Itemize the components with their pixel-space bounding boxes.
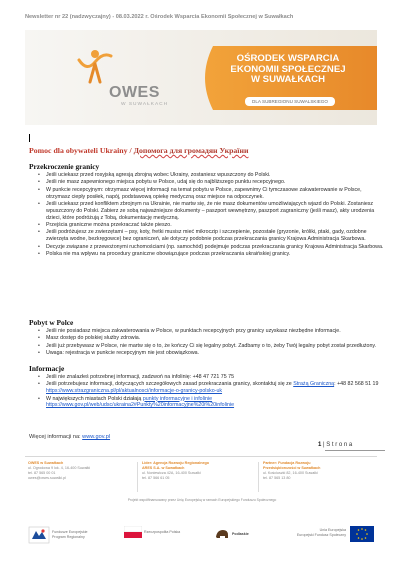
footer-separator: [137, 462, 138, 492]
polish-flag-icon: [124, 526, 142, 538]
list-item: • Przejścia graniczne można przekraczać także pieszo.: [38, 222, 386, 229]
rp-logo: Rzeczpospolita Polska: [124, 526, 142, 538]
section-heading-stay: Pobyt w Polce: [29, 318, 74, 327]
funding-logos: Fundusze Europejskie Program Regionalny Rzeczpospolita Polska Podlaskie Unia Europejska Europejski Fundusz Społeczny: [28, 522, 376, 552]
list-item: • Jeśli już przebywasz w Polsce, nie martw się o to, że kończy Ci się legalny pobyt. Zadbamy o to, żeby Twój legalny pobyt został przedłużony.: [38, 343, 386, 350]
info-points-url[interactable]: https://www.gov.pl/web/udsc/ukraina2#Punkty%20informacyjne%20i%20infolinie: [46, 402, 235, 409]
bison-icon: [214, 526, 230, 542]
info-list: [38, 374, 386, 410]
info-points-link[interactable]: punkty informacyjne i infolinie: [142, 395, 213, 402]
footer-partner: Partner: Fundacja Rozwoju Przedsiębiorczości w Suwałkach ul. Kościuszki 82, 16-400 Suwałki tel. 87 565 13 80: [263, 461, 321, 480]
list-item: • Jeśli nie masz zapewnionego miejsca pobytu w Polsce, udaj się do najbliższego punktu recepcyjnego.: [38, 179, 386, 186]
footer-separator: [258, 462, 259, 492]
more-info: Więcej informacji na: www.gov.pl: [29, 434, 111, 440]
stay-list: [38, 328, 386, 358]
list-item: • W punkcie recepcyjnym: otrzymasz więcej informacji na temat pobytu w Polsce, zapewnimy Ci tymczasowe zakwaterowanie w Polsce, otrzymasz ciepły posiłek, napój, podstawową opiekę medyczną oraz miejsce na odpoczynek.: [38, 187, 386, 201]
list-item: • Jeśli uciekasz przed konfliktem zbrojnym na Ukrainie, nie martw się, że nie masz dokumentów umożliwiających wjazd do Polski. Zostaniesz wpuszczony do Polski. Zabierz ze sobą najważniejsze dokumenty – paszport wewnętrzny, paszport zagraniczny (jeśli masz), akty urodzenia dzieci, które podróżują z Tobą, dokumentację medyczną.: [38, 201, 386, 221]
owes-banner: [25, 30, 377, 125]
crossing-list: [38, 172, 386, 258]
newsletter-header: Newsletter nr 22 (nadzwyczajny) - 08.03.2022 r. Ośrodek Wsparcia Ekonomii Społecznej w Suwałkach: [25, 14, 294, 20]
footer-divider: [25, 456, 377, 457]
banner-title: OŚRODEK WSPARCIA EKONOMII SPOŁECZNEJ W SUWAŁKACH: [230, 53, 346, 86]
list-item: • Jeśli nie posiadasz miejsca zakwaterowania w Polsce, w punktach recepcyjnych przy granicy uzyskasz niezbędne informacje.: [38, 328, 386, 335]
footer-lider: Lider: Agencja Rozwoju Regionalnego ARES S.A. w Suwałkach ul. Noniewicza 42A, 16-400 Suwałki tel. 87 566 61 05: [142, 461, 210, 480]
fe-logo: Fundusze Europejskie Program Regionalny: [28, 526, 50, 544]
list-item: • Uwaga: rejestracja w punkcie recepcyjnym nie jest obowiązkowa.: [38, 350, 386, 357]
gov-link[interactable]: www.gov.pl: [82, 434, 111, 440]
fe-icon: [28, 526, 50, 544]
page-title: Pomoc dla obywateli Ukrainy / Допомога для громадян України: [29, 146, 249, 155]
border-guard-link[interactable]: Strażą Graniczną: [293, 381, 335, 388]
owes-person-icon: [73, 46, 117, 86]
list-item: • Jeśli potrzebujesz informacji, dotyczących szczegółowych zasad przekraczania granicy, skontaktuj się ze Strażą Graniczną: +48 82 568 51 19 https://www.strazgraniczna.pl/pl/aktualnosci/informacje-o-granicy-polsko-uk: [38, 381, 386, 395]
owes-logo-subtext: W SUWAŁKACH: [121, 102, 169, 107]
list-item: • Jeśli nie znalazłeś potrzebnej informacji, zadzwoń na infolinię: +48 47 721 75 75: [38, 374, 386, 381]
eu-flag-icon: [350, 526, 374, 542]
banner-badge: DLA SUBREGIONU SUWALSKIEGO: [245, 97, 335, 106]
text-cursor: [29, 134, 30, 142]
footer-owes: OWES w Suwałkach ul. Ogrodowa 9 lok. 4, 16-400 Suwałki tel. 87 565 00 01 owes@owes.suwalki.pl: [28, 461, 91, 480]
list-item: • Jeśli podróżujesz ze zwierzętami – psy, koty, fretki musisz mieć mikroczip i szczepienie, pozostałe (gryzonie, króliki, ptaki, gady, ozdobne zwierzęta wodne, bezkręgowce) bez ograniczeń, ale dotyczy podobnie podczas przekraczania granicy Krajowa Administracja Skarbowa.: [38, 229, 386, 243]
list-item: • Decyzje związane z przewożonymi ruchomościami (np. samochód) podejmuje podczas przekraczania granicy Krajowa Administracja Skarbowa.: [38, 244, 386, 251]
list-item: • Jeśli uciekasz przed rosyjską agresją zbrojną wobec Ukrainy, zostaniesz wpuszczony do Polski.: [38, 172, 386, 179]
footer-funding-note: Projekt współfinansowany przez Unię Europejską w ramach Europejskiego Funduszu Społecznego: [127, 498, 277, 502]
list-item: • W największych miastach Polski działają punkty informacyjne i infolinie https://www.gov.pl/web/udsc/ukraina2#Punkty%20informacyjne%20i%20infolinie: [38, 396, 386, 410]
list-item: • Polska nie ma wpływu na procedury graniczne obowiązujące podczas przekraczania ukraińskiej granicy.: [38, 251, 386, 258]
podlaskie-logo: Podlaskie: [214, 526, 230, 542]
border-guard-url[interactable]: https://www.strazgraniczna.pl/pl/aktualnosci/informacje-o-granicy-polsko-uk: [46, 388, 223, 395]
owes-logo-text: OWES: [109, 84, 160, 101]
page-number: 1 | S t r o n a: [318, 442, 353, 448]
page-rule: [325, 450, 385, 451]
list-item: • Masz dostęp do polskiej służby zdrowia.: [38, 335, 386, 342]
section-heading-crossing: Przekroczenie granicy: [29, 162, 100, 171]
section-heading-info: Informacje: [29, 364, 65, 373]
